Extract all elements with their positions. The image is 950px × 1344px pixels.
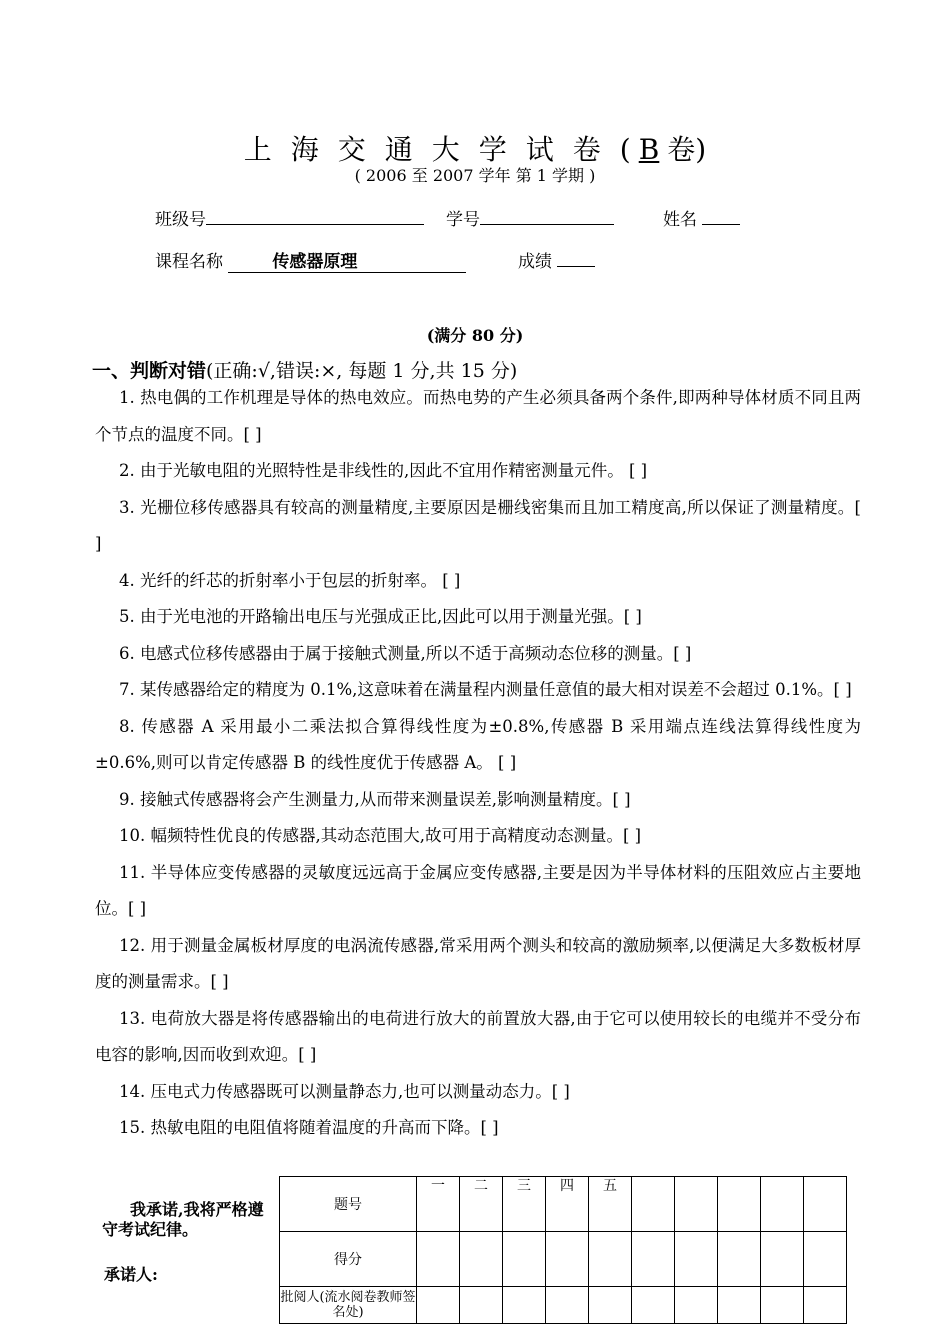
score-cell[interactable] [761,1232,804,1287]
name-blank[interactable] [702,208,740,225]
class-label: 班级号 [155,210,206,230]
question-7: 7. 某传感器给定的精度为 0.1%,这意味着在满量程内测量任意值的最大相对误差不会超过 0.1%。[ ] [119,680,852,699]
question-2: 2. 由于光敏电阻的光照特性是非线性的,因此不宜用作精密测量元件。 [ ] [119,461,648,480]
section-1-note: (正确:√,错误:×, 每题 1 分,共 15 分) [206,360,518,382]
university-name: 上海交通大学试卷 [243,133,620,166]
column-header [761,1177,804,1232]
column-header: 五 [589,1177,632,1232]
score-cell[interactable] [675,1232,718,1287]
question-4: 4. 光纤的纤芯的折射率小于包层的折射率。 [ ] [119,570,461,590]
column-header [718,1177,761,1232]
grader-cell[interactable] [804,1287,847,1324]
grade-row-grader [280,1287,847,1324]
column-header: 三 [503,1177,546,1232]
full-mark: (满分 80 分) [426,326,524,345]
name-group [663,205,740,230]
question-13: 13. 电荷放大器是将传感器输出的电荷进行放大的前置放大器,由于它可以使用较长的电缆并不受分布电容的影响,因而收到欢迎。[ ] [95,1008,861,1064]
column-header [804,1177,847,1232]
question-1: 1. 热电偶的工作机理是导体的热电效应。而热电势的产生必须具备两个条件,即两种导体材质不同且两个节点的温度不同。[ ] [95,388,861,444]
row-label-score: 得分 [280,1232,417,1287]
score-cell[interactable] [460,1232,503,1287]
question-5: 5. 由于光电池的开路输出电压与光强成正比,因此可以用于测量光强。[ ] [119,607,642,626]
score-cell[interactable] [804,1232,847,1287]
column-header: 二 [460,1177,503,1232]
score-cell[interactable] [718,1232,761,1287]
column-header [632,1177,675,1232]
grade-row-score [280,1232,847,1287]
paper-version: B [638,133,660,166]
grader-cell[interactable] [675,1287,718,1324]
name-label: 姓名 [663,210,697,230]
grader-cell[interactable] [417,1287,460,1324]
student-id-label: 学号 [446,210,480,230]
question-14: 14. 压电式力传感器既可以测量静态力,也可以测量动态力。[ ] [119,1081,570,1101]
column-header: 四 [546,1177,589,1232]
paper-paren-open: ( [619,133,631,166]
grade-table [279,1176,847,1324]
row-label-grader: 批阅人(流水阅卷教师签名处) [280,1287,417,1324]
course-value: 传感器原理 [228,247,466,273]
score-cell[interactable] [546,1232,589,1287]
question-9: 9. 接触式传感器将会产生测量力,从而带来测量误差,影响测量精度。[ ] [119,789,631,809]
grader-cell[interactable] [718,1287,761,1324]
question-8: 8. 传感器 A 采用最小二乘法拟合算得线性度为±0.8%,传感器 B 采用端点连线法算得线性度为±0.6%,则可以肯定传感器 B 的线性度优于传感器 A。 [ ] [95,716,861,772]
grader-cell[interactable] [761,1287,804,1324]
score-cell[interactable] [589,1232,632,1287]
grader-cell[interactable] [632,1287,675,1324]
paper-suffix: 卷) [667,133,707,166]
score-label: 成绩 [518,252,552,272]
question-list [95,380,861,1147]
term-subtitle: ( 2006 至 2007 学年 第 1 学期 ) [354,166,596,185]
honor-pledge: 我承诺,我将严格遵守考试纪律。 [102,1200,264,1239]
grader-cell[interactable] [503,1287,546,1324]
question-15: 15. 热敏电阻的电阻值将随着温度的升高而下降。[ ] [119,1118,499,1137]
grader-cell[interactable] [589,1287,632,1324]
exam-title [0,128,950,168]
info-row-1 [155,205,424,230]
column-header: 一 [417,1177,460,1232]
column-header [675,1177,718,1232]
question-11: 11. 半导体应变传感器的灵敏度远远高于金属应变传感器,主要是因为半导体材料的压阻效应占主要地位。[ ] [95,862,861,918]
course-label: 课程名称 [155,252,223,272]
section-1-heading [92,356,517,383]
grader-cell[interactable] [546,1287,589,1324]
score-cell[interactable] [632,1232,675,1287]
question-6: 6. 电感式位移传感器由于属于接触式测量,所以不适于高频动态位移的测量。[ ] [119,643,692,663]
grader-cell[interactable] [460,1287,503,1324]
score-blank[interactable] [557,250,595,267]
question-10: 10. 幅频特性优良的传感器,其动态范围大,故可用于高精度动态测量。[ ] [119,826,642,845]
question-3: 3. 光栅位移传感器具有较高的测量精度,主要原因是栅线密集而且加工精度高,所以保证了测量精度。[ ] [95,497,861,553]
section-1-title: 一、判断对错 [92,360,207,382]
question-12: 12. 用于测量金属板材厚度的电涡流传感器,常采用两个测头和较高的激励频率,以便满足大多数板材厚度的测量需求。[ ] [95,935,861,991]
score-group [518,247,595,272]
student-id-blank[interactable] [480,208,614,225]
score-cell[interactable] [503,1232,546,1287]
course-group [155,247,466,273]
pledge-signer-label: 承诺人: [104,1265,158,1284]
score-cell[interactable] [417,1232,460,1287]
class-blank[interactable] [206,208,424,225]
student-id-group [446,205,614,230]
grade-row-question-number [280,1177,847,1232]
row-label-question-number: 题号 [280,1177,417,1232]
